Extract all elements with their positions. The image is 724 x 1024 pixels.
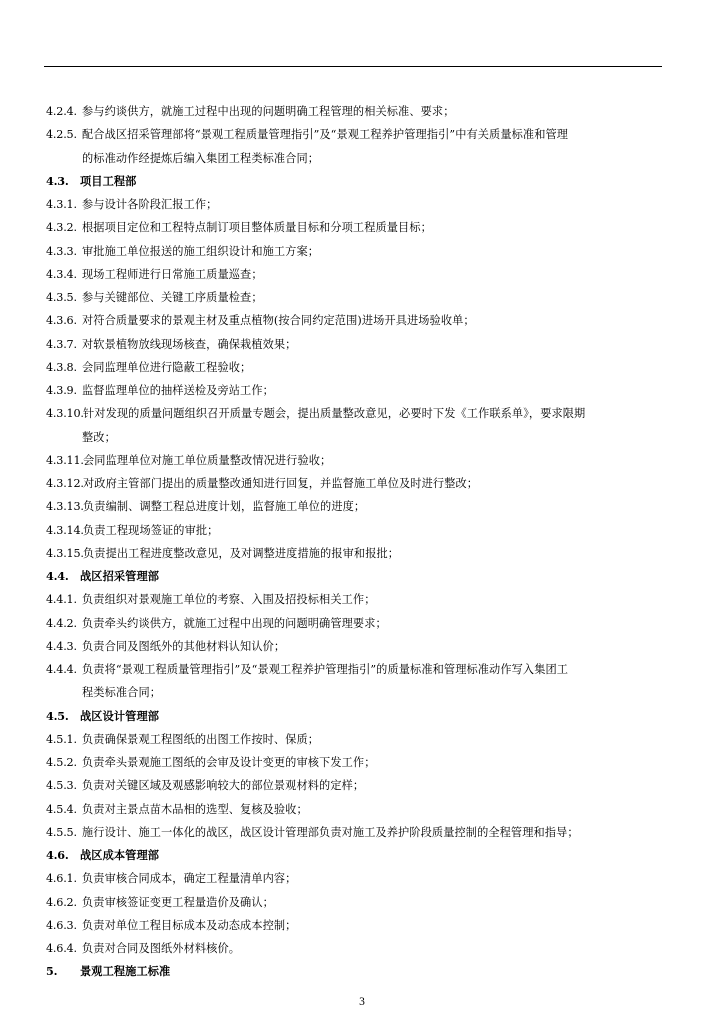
item-text: 战区设计管理部 <box>80 708 160 723</box>
continuation-line <box>46 147 666 170</box>
item-text: 负责合同及图纸外的其他材料认知认价； <box>82 639 286 653</box>
list-item <box>46 774 666 797</box>
list-item <box>46 216 666 239</box>
list-item <box>46 472 666 495</box>
item-number: 4.4.2. <box>46 616 77 630</box>
item-number: 4.6.1. <box>46 872 77 886</box>
item-text: 对软景植物放线现场核查，确保栽植效果； <box>82 337 297 351</box>
list-item <box>46 635 666 658</box>
item-text: 现场工程师进行日常施工质量巡查； <box>82 267 263 281</box>
list-item <box>46 286 666 309</box>
item-text: 参与设计各阶段汇报工作； <box>82 198 218 211</box>
item-number: 4.5.4. <box>46 802 77 816</box>
item-number: 4.3.3. <box>46 244 77 258</box>
list-item <box>46 798 666 821</box>
item-text: 程类标准合同； <box>82 686 162 700</box>
list-item <box>46 914 666 937</box>
item-text: 参与约谈供方，就施工过程中出现的问题明确工程管理的相关标准、要求； <box>82 105 455 118</box>
item-text: 负责对合同及图纸外材料核价。 <box>82 942 241 955</box>
list-item <box>46 123 666 146</box>
item-text: 负责审核签证变更工程量造价及确认； <box>82 895 274 909</box>
item-text: 针对发现的质量问题组织召开质量专题会，提出质量整改意见，必要时下发《工作联系单》，要求限期 <box>83 407 586 421</box>
item-number: 4.5. <box>46 708 69 723</box>
item-text: 施行设计、施工一体化的战区，战区设计管理部负责对施工及养护阶段质量控制的全程管理和指导； <box>82 825 579 839</box>
item-text: 负责将“景观工程质量管理指引”及“景观工程养护管理指引”的质量标准和管理标准动作写入集团工 <box>82 663 569 676</box>
item-text: 负责对单位工程目标成本及动态成本控制； <box>82 918 297 932</box>
item-text: 整改； <box>82 430 116 444</box>
item-text: 负责牵头约谈供方，就施工过程中出现的问题明确管理要求； <box>82 616 387 630</box>
list-item <box>46 519 666 542</box>
item-text: 负责牵头景观施工图纸的会审及设计变更的审核下发工作； <box>82 756 376 769</box>
item-text: 参与关键部位、关键工序质量检查； <box>82 291 263 304</box>
item-text: 战区招采管理部 <box>80 569 160 583</box>
header-rule <box>44 66 662 67</box>
section-heading <box>46 844 666 867</box>
item-number: 4.3.9. <box>46 384 77 397</box>
item-text: 负责编制、调整工程总进度计划，监督施工单位的进度； <box>83 500 366 514</box>
list-item <box>46 193 666 216</box>
list-item <box>46 402 666 425</box>
list-item <box>46 449 666 472</box>
item-text: 审批施工单位报送的施工组织设计和施工方案； <box>82 244 320 258</box>
list-item <box>46 379 666 402</box>
item-number: 4.3.8. <box>46 360 77 374</box>
list-item <box>46 891 666 914</box>
list-item <box>46 100 666 123</box>
page-number: 3 <box>359 996 365 1008</box>
list-item <box>46 356 666 379</box>
list-item <box>46 937 666 960</box>
item-number: 4.2.4. <box>46 105 77 118</box>
item-text: 对政府主管部门提出的质量整改通知进行回复，并监督施工单位及时进行整改； <box>83 477 479 490</box>
item-text: 会同监理单位进行隐蔽工程验收； <box>82 360 252 374</box>
list-item <box>46 240 666 263</box>
item-text: 负责审核合同成本，确定工程量清单内容； <box>82 872 297 886</box>
list-item <box>46 821 666 844</box>
list-item <box>46 612 666 635</box>
list-item <box>46 658 666 681</box>
item-text: 负责工程现场签证的审批； <box>83 523 219 537</box>
list-item <box>46 542 666 565</box>
section-heading <box>46 170 666 193</box>
item-number: 4.3.11. <box>46 453 84 467</box>
item-number: 4.3.15. <box>46 546 84 560</box>
item-number: 4.3.14. <box>46 523 84 537</box>
item-text: 负责组织对景观施工单位的考察、入围及招投标相关工作； <box>82 593 376 607</box>
list-item <box>46 588 666 611</box>
item-number: 4.3.13. <box>46 500 84 514</box>
list-item <box>46 495 666 518</box>
section-heading <box>46 705 666 728</box>
item-number: 4.5.5. <box>46 825 77 839</box>
list-item <box>46 263 666 286</box>
list-item <box>46 867 666 890</box>
list-item <box>46 309 666 332</box>
item-text: 战区成本管理部 <box>80 848 160 862</box>
item-number: 4.3.2. <box>46 221 77 235</box>
list-item <box>46 728 666 751</box>
item-number: 4.6.2. <box>46 895 77 909</box>
item-number: 4.2.5. <box>46 128 77 142</box>
item-text: 对符合质量要求的景观主材及重点植物(按合同约定范围)进场开具进场验收单； <box>82 314 475 328</box>
item-number: 4.5.3. <box>46 779 77 793</box>
item-number: 4.3.12. <box>46 477 84 490</box>
item-text: 负责确保景观工程图纸的出图工作按时、保质； <box>82 732 320 746</box>
item-number: 4.6. <box>46 848 69 862</box>
item-text: 配合战区招采管理部将“景观工程质量管理指引”及“景观工程养护管理指引”中有关质量标准和管理 <box>82 128 569 142</box>
item-number: 4.3.5. <box>46 291 77 304</box>
item-number: 4.3.4. <box>46 267 77 281</box>
item-text: 负责对关键区域及观感影响较大的部位景观材料的定样； <box>82 779 365 793</box>
item-number: 4.3. <box>46 173 69 188</box>
list-item <box>46 333 666 356</box>
item-text: 负责提出工程进度整改意见，及对调整进度措施的报审和报批； <box>83 546 400 560</box>
section-heading <box>46 565 666 588</box>
item-text: 监督监理单位的抽样送检及旁站工作； <box>82 384 274 397</box>
item-number: 4.4.3. <box>46 639 77 653</box>
item-number: 4.6.3. <box>46 918 77 932</box>
item-text: 负责对主景点苗木品相的选型、复核及验收； <box>82 802 308 816</box>
item-number: 4.4.1. <box>46 593 77 607</box>
item-number: 4.6.4. <box>46 942 77 955</box>
item-text: 项目工程部 <box>80 173 137 188</box>
list-item <box>46 751 666 774</box>
item-text: 根据项目定位和工程特点制订项目整体质量目标和分项工程质量目标； <box>82 221 432 235</box>
document-body <box>46 100 666 984</box>
item-text: 会同监理单位对施工单位质量整改情况进行验收； <box>83 453 332 467</box>
item-text: 的标准动作经提炼后编入集团工程类标准合同； <box>82 151 320 165</box>
continuation-line <box>46 426 666 449</box>
item-number: 4.3.7. <box>46 337 77 351</box>
item-number: 4.3.1. <box>46 198 77 211</box>
continuation-line <box>46 681 666 704</box>
item-number: 4.3.10. <box>46 407 84 421</box>
item-number: 4.5.1. <box>46 732 77 746</box>
item-number: 5. <box>46 964 58 979</box>
item-number: 4.5.2. <box>46 756 77 769</box>
item-number: 4.4. <box>46 569 69 583</box>
section-heading <box>46 960 666 983</box>
item-text: 景观工程施工标准 <box>80 964 171 979</box>
item-number: 4.3.6. <box>46 314 77 328</box>
item-number: 4.4.4. <box>46 663 77 676</box>
